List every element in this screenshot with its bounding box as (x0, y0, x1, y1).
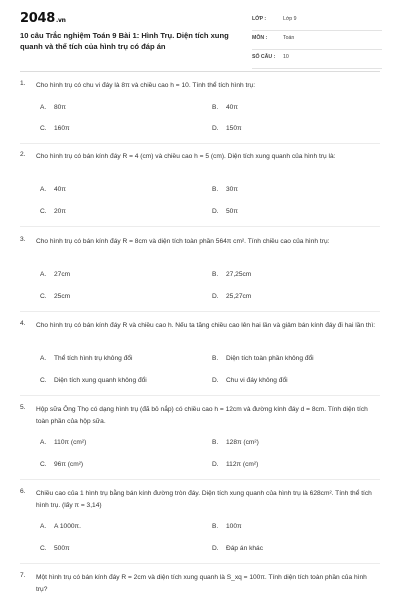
option-label: B. (212, 523, 219, 530)
option-label: D. (212, 208, 219, 215)
option-text: Diện tích toàn phần không đổi (226, 355, 314, 362)
option-text: A 1000π. (54, 523, 81, 530)
option-d[interactable] (212, 125, 242, 132)
option-text: 27,25cm (226, 271, 252, 278)
question-divider (20, 479, 380, 480)
option-label: C. (40, 125, 47, 132)
option-label: B. (212, 355, 219, 362)
option-label: C. (40, 545, 47, 552)
question-divider (20, 226, 380, 227)
question-number: 1. (20, 80, 26, 87)
question-text: Cho hình trụ có bán kính đáy R = 8cm và diện tích toàn phần 564π cm². Tính chiều cao của hình trụ: (36, 238, 330, 245)
option-text: 112π (cm²) (226, 461, 259, 468)
logo-tld: .vn (55, 17, 66, 24)
option-text: 100π (226, 523, 242, 530)
option-text: 40π (54, 186, 66, 193)
option-label: D. (212, 377, 219, 384)
option-label: C. (40, 461, 47, 468)
meta-key: SỐ CÂU : (252, 54, 276, 60)
option-a[interactable] (40, 439, 86, 446)
option-b[interactable] (212, 523, 242, 530)
question-text: Một hình trụ có bán kính đáy R = 2cm và diện tích xung quanh là S_xq = 100π. Tính diện tích toàn phần của hình trụ? (36, 574, 367, 593)
meta-value: Lớp 9 (283, 16, 297, 22)
option-c[interactable] (40, 461, 83, 468)
option-d[interactable] (212, 208, 238, 215)
question-text: Cho hình trụ có chu vi đáy là 8π và chiều cao h = 10. Tính thể tích hình trụ: (36, 82, 256, 89)
option-c[interactable] (40, 545, 70, 552)
option-b[interactable] (212, 439, 259, 446)
option-c[interactable] (40, 208, 66, 215)
option-label: A. (40, 355, 47, 362)
option-label: B. (212, 439, 219, 446)
meta-row-subject (252, 32, 382, 50)
meta-table (252, 13, 382, 70)
meta-value: 10 (283, 54, 289, 60)
option-label: A. (40, 523, 47, 530)
option-text: 25cm (54, 293, 71, 300)
option-text: 27cm (54, 271, 71, 278)
option-a[interactable] (40, 523, 81, 530)
option-label: D. (212, 125, 219, 132)
option-c[interactable] (40, 293, 70, 300)
option-b[interactable] (212, 186, 238, 193)
question-number: 3. (20, 236, 26, 243)
header-divider (20, 71, 380, 72)
meta-value: Toán (283, 35, 295, 41)
meta-row-count (252, 51, 382, 69)
question-number: 7. (20, 572, 26, 579)
option-label: A. (40, 104, 47, 111)
question-divider (20, 143, 380, 144)
question-divider (20, 395, 380, 396)
question-number: 6. (20, 488, 26, 495)
question-text: Cho hình trụ có bán kính đáy R = 4 (cm) và chiều cao h = 5 (cm). Diện tích xung quanh của hình trụ là: (36, 153, 336, 160)
option-text: Đáp án khác (226, 545, 264, 552)
option-label: B. (212, 104, 219, 111)
worksheet-title: 10 câu Trắc nghiệm Toán 9 Bài 1: Hình Trụ. Diện tích xung quanh và thể tích của hình trụ có đáp án (20, 31, 229, 51)
option-text: Diện tích xung quanh không đổi (54, 377, 147, 384)
worksheet-header (0, 0, 400, 66)
option-text: 500π (54, 545, 70, 552)
option-text: 25,27cm (226, 293, 252, 300)
option-text: 110π (cm²) (54, 439, 87, 446)
option-text: 20π (54, 208, 66, 215)
question-text: Hộp sữa Ông Thọ có dạng hình trụ (đã bỏ nắp) có chiều cao h = 12cm và đường kính đáy d = 8cm. Tính diện tích toàn phần của hộp sữa. (36, 406, 368, 425)
option-b[interactable] (212, 355, 314, 362)
option-d[interactable] (212, 293, 251, 300)
question-number: 5. (20, 404, 26, 411)
option-a[interactable] (40, 104, 66, 111)
option-text: Thể tích hình trụ không đổi (54, 355, 133, 362)
option-d[interactable] (212, 461, 258, 468)
option-label: C. (40, 377, 47, 384)
option-label: C. (40, 208, 47, 215)
option-a[interactable] (40, 271, 70, 278)
option-label: B. (212, 186, 219, 193)
logo-text: 2048 (20, 11, 55, 26)
option-text: 96π (cm²) (54, 461, 84, 468)
option-d[interactable] (212, 545, 263, 552)
option-label: A. (40, 271, 47, 278)
option-d[interactable] (212, 377, 288, 384)
option-a[interactable] (40, 186, 66, 193)
option-text: 128π (cm²) (226, 439, 259, 446)
question-text: Cho hình trụ có bán kính đáy R và chiều cao h. Nếu ta tăng chiều cao lên hai lần và giảm bán kính đáy đi hai lần thì: (36, 322, 376, 329)
option-text: 150π (226, 125, 242, 132)
option-c[interactable] (40, 377, 147, 384)
option-text: Chu vi đáy không đổi (226, 377, 288, 384)
question-number: 2. (20, 151, 26, 158)
option-text: 160π (54, 125, 70, 132)
option-label: D. (212, 545, 219, 552)
option-text: 50π (226, 208, 238, 215)
question-number: 4. (20, 320, 26, 327)
option-label: D. (212, 293, 219, 300)
site-logo[interactable] (20, 11, 66, 26)
option-label: D. (212, 461, 219, 468)
question-text: Chiều cao của 1 hình trụ bằng bán kính đường tròn đáy. Diện tích xung quanh của hình trụ là 628cm². Tính thể tích hình trụ. (lấy π = 3,14) (36, 490, 372, 509)
option-label: C. (40, 293, 47, 300)
meta-key: LỚP : (252, 16, 267, 22)
option-text: 40π (226, 104, 238, 111)
option-text: 80π (54, 104, 66, 111)
option-b[interactable] (212, 104, 238, 111)
option-c[interactable] (40, 125, 70, 132)
question-divider (20, 563, 380, 564)
meta-key: MÔN : (252, 35, 268, 41)
option-text: 30π (226, 186, 238, 193)
meta-row-class (252, 13, 382, 31)
option-label: A. (40, 439, 47, 446)
option-label: A. (40, 186, 47, 193)
option-a[interactable] (40, 355, 132, 362)
option-b[interactable] (212, 271, 251, 278)
option-label: B. (212, 271, 219, 278)
question-divider (20, 311, 380, 312)
